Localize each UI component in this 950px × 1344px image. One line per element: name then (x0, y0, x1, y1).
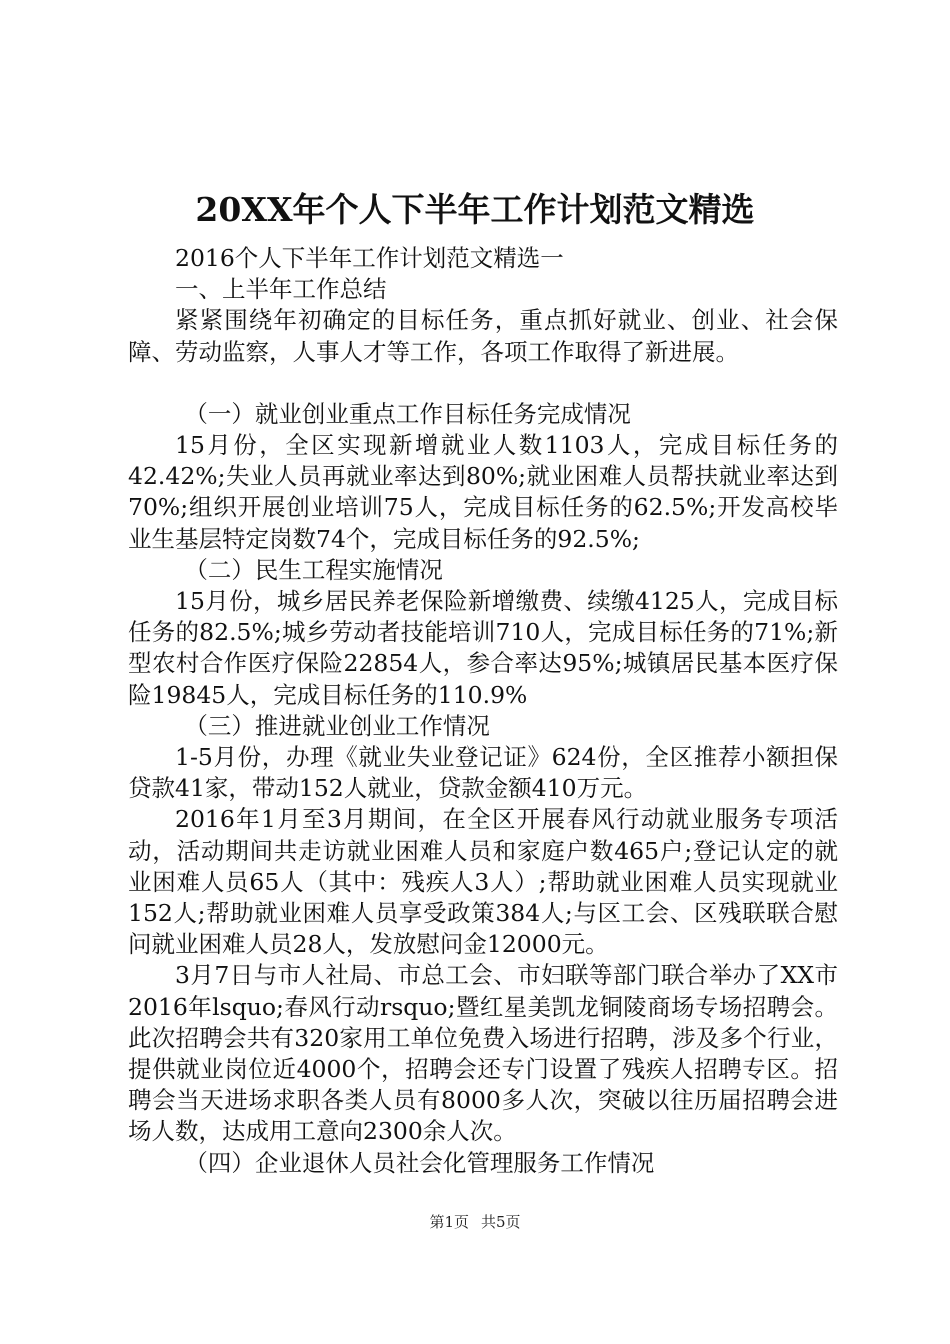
subsection-heading-2: （二）民生工程实施情况 (184, 555, 443, 584)
paragraph-livelihood: 15月份，城乡居民养老保险新增缴费、续缴4125人，完成目标任务的82.5%;城乡劳动者技能培训710人，完成目标任务的71%;新型农村合作医疗保险22854人，参合率达95%;城镇居民基本医疗保险19845人，完成目标任务的110.9% (128, 587, 838, 709)
subsection-heading-3: （三）推进就业创业工作情况 (184, 711, 490, 740)
subsection-heading-1: （一）就业创业重点工作目标任务完成情况 (184, 399, 631, 428)
section-heading: 一、上半年工作总结 (175, 275, 387, 304)
document-title: 20XX年个人下半年工作计划范文精选 (195, 190, 755, 229)
page-number: 第1页 (429, 1213, 469, 1231)
subsection-heading-4: （四）企业退休人员社会化管理服务工作情况 (184, 1148, 655, 1177)
page-total: 共5页 (481, 1213, 521, 1231)
page-footer (0, 1212, 950, 1232)
document-body (128, 243, 838, 1179)
paragraph-employment: 15月份，全区实现新增就业人数1103人，完成目标任务的42.42%;失业人员再就业率达到80%;就业困难人员帮扶就业率达到70%;组织开展创业培训75人，完成目标任务的62.5%;开发高校毕业生基层特定岗数74个，完成目标任务的92.5%; (128, 431, 838, 553)
paragraph-subtitle: 2016个人下半年工作计划范文精选一 (175, 244, 564, 272)
paragraph-summary: 紧紧围绕年初确定的目标任务，重点抓好就业、创业、社会保障、劳动监察，人事人才等工作，各项工作取得了新进展。 (128, 306, 838, 366)
paragraph-spring-action: 2016年1月至3月期间，在全区开展春风行动就业服务专项活动，活动期间共走访就业困难人员和家庭户数465户;登记认定的就业困难人员65人（其中：残疾人3人）;帮助就业困难人员实现就业152人;帮助就业困难人员享受政策384人;与区工会、区残联联合慰问就业困难人员28人，发放慰问金12000元。 (128, 805, 838, 959)
paragraph-job-fair: 3月7日与市人社局、市总工会、市妇联等部门联合举办了XX市2016年lsquo;春风行动rsquo;暨红星美凯龙铜陵商场专场招聘会。此次招聘会共有320家用工单位免费入场进行招聘，涉及多个行业，提供就业岗位近4000个，招聘会还专门设置了残疾人招聘专区。招聘会当天进场求职各类人员有8000多人次，突破以往历届招聘会进场人数，达成用工意向2300余人次。 (128, 961, 838, 1146)
paragraph-registration: 1-5月份，办理《就业失业登记证》624份，全区推荐小额担保贷款41家，带动152人就业，贷款金额410万元。 (128, 743, 838, 803)
